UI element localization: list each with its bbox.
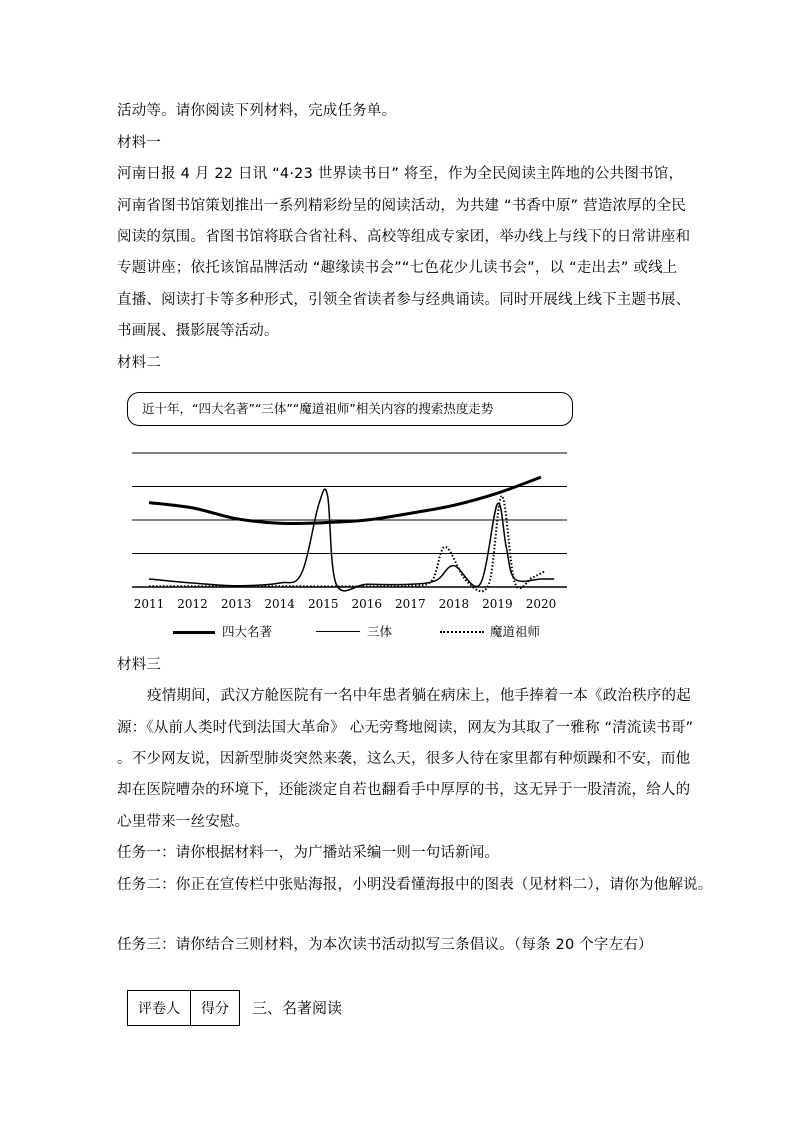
task-two: 任务二：你正在宣传栏中张贴海报，小明没看懂海报中的图表（见材料二），请你为他解说。 <box>117 877 713 893</box>
material1-line: 专题讲座；依托该馆品牌活动 “趣缘读书会”“七色花少儿读书会”，以 “走出去” 或线上 <box>117 260 678 276</box>
legend-label-modaozushi: 魔道祖师 <box>490 624 541 639</box>
series-line-sidamingzhu <box>149 477 541 523</box>
material2-heading: 材料二 <box>117 355 162 371</box>
material3-line: 疫情期间，武汉方舱医院有一名中年患者躺在病床上，他手捧着一本《政治秩序的起 <box>147 688 691 704</box>
intro-text: 活动等。请你阅读下列材料，完成任务单。 <box>117 103 397 119</box>
x-tick-label: 2016 <box>351 597 383 611</box>
series-line-santi <box>149 489 554 591</box>
material3-heading: 材料三 <box>117 657 162 673</box>
score-table <box>127 990 240 1026</box>
x-tick-label: 2011 <box>133 597 165 611</box>
legend-label-sidamingzhu: 四大名著 <box>222 624 273 639</box>
material1-line: 直播、阅读打卡等多种形式，引领全省读者参与经典诵读。同时开展线上线下主题书展、 <box>117 292 691 308</box>
x-tick-label: 2020 <box>525 597 557 611</box>
legend-swatch-sidamingzhu <box>173 631 215 634</box>
material1-line: 河南日报 4 月 22 日讯 “4·23 世界读书日” 将至，作为全民阅读主阵地的公共图书馆， <box>117 166 684 182</box>
search-trend-chart <box>117 440 577 620</box>
legend-label-santi: 三体 <box>367 624 393 639</box>
material1-line: 书画展、摄影展等活动。 <box>117 323 279 339</box>
x-tick-label: 2019 <box>482 597 513 611</box>
material1-line: 阅读的氛围。省图书馆将联合省社科、高校等组成专家团，举办线上与线下的日常讲座和 <box>117 229 691 245</box>
material1-heading: 材料一 <box>117 135 162 151</box>
material3-line: 心里带来一丝安慰。 <box>117 814 250 830</box>
material3-line: 却在医院嘈杂的环境下，还能淡定自若也翻看手中厚厚的书，这无异于一股清流，给人的 <box>117 782 691 798</box>
section-title: 三、名著阅读 <box>252 999 343 1017</box>
reviewer-cell: 评卷人 <box>128 991 191 1026</box>
x-tick-label: 2013 <box>220 597 252 611</box>
material3-line: 源：《从前人类时代到法国大革命》 心无旁骛地阅读，网友为其取了一雅称 “清流读书哥” <box>117 720 694 736</box>
legend-swatch-santi <box>316 631 360 632</box>
material1-line: 河南省图书馆策划推出一系列精彩纷呈的阅读活动，为共建 “书香中原” 营造浓厚的全民 <box>117 198 686 214</box>
score-cell: 得分 <box>191 991 240 1026</box>
task-three: 任务三：请你结合三则材料，为本次读书活动拟写三条倡议。（每条 20 个字左右） <box>117 937 653 953</box>
x-tick-label: 2015 <box>307 597 339 611</box>
task-one: 任务一：请你根据材料一，为广播站采编一则一句话新闻。 <box>117 845 500 861</box>
x-tick-label: 2014 <box>264 597 295 611</box>
legend-swatch-modaozushi <box>440 631 484 633</box>
material3-line: 。不少网友说，因新型肺炎突然来袭，这么天，很多人待在家里都有种烦躁和不安，而他 <box>117 751 691 767</box>
x-tick-label: 2017 <box>395 597 426 611</box>
x-tick-label: 2018 <box>438 597 470 611</box>
chart-title: 近十年，“四大名著”“三体”“魔道祖师”相关内容的搜索热度走势 <box>127 392 573 426</box>
x-tick-label: 2012 <box>177 597 208 611</box>
